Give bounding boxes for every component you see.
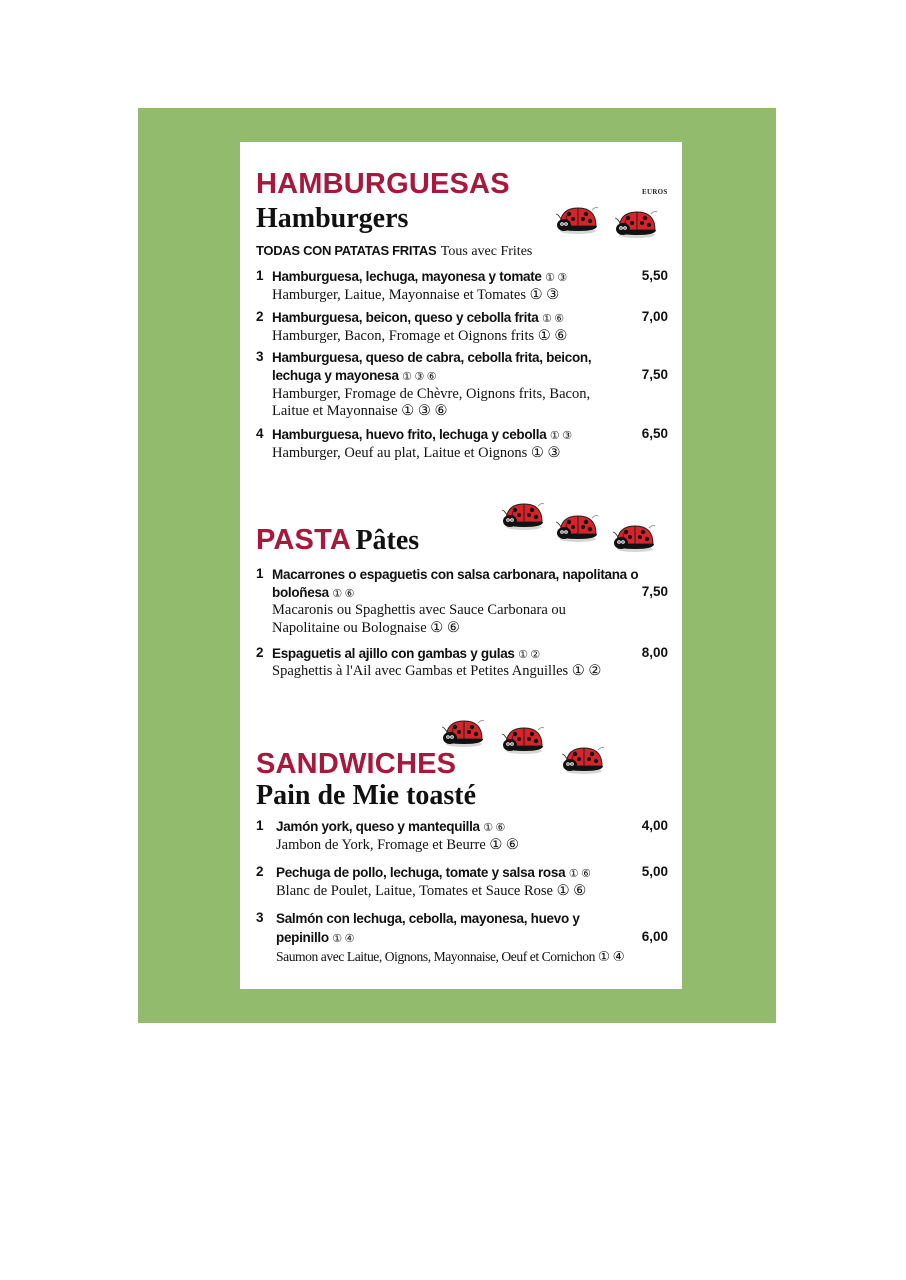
- item-name-es-cont: pepinillo ① ④: [276, 930, 355, 945]
- item-name-fr: Jambon de York, Fromage et Beurre ① ⑥: [276, 837, 520, 853]
- item-name-es: Jamón york, queso y mantequilla ① ⑥: [276, 819, 506, 834]
- subtitle-fr: Tous avec Frites: [440, 244, 533, 259]
- item-price: 5,00: [641, 864, 668, 879]
- item-name-es: Salmón con lechuga, cebolla, mayonesa, huevo y: [276, 911, 580, 926]
- item-name-fr-cont: Laitue et Mayonnaise ① ③ ⑥: [272, 403, 448, 419]
- item-number: 1: [256, 268, 264, 283]
- item-name-fr: Blanc de Poulet, Laitue, Tomates et Sauce Rose ① ⑥: [276, 883, 587, 899]
- item-name-fr: Spaghettis à l'Ail avec Gambas et Petites Anguilles ① ②: [272, 663, 602, 679]
- item-name-es: Hamburguesa, queso de cabra, cebolla frita, beicon,: [272, 350, 592, 365]
- pasta-title: [256, 526, 419, 555]
- item-name-es: Hamburguesa, huevo frito, lechuga y cebolla ① ③: [272, 427, 572, 442]
- item-name-fr: Hamburger, Bacon, Fromage et Oignons frits ① ⑥: [272, 328, 568, 344]
- item-price: 8,00: [641, 645, 668, 660]
- item-number: 1: [256, 566, 264, 581]
- item-price: 5,50: [641, 268, 668, 283]
- ladybug-icon: [502, 498, 546, 532]
- item-name-es: Pechuga de pollo, lechuga, tomate y salsa rosa ① ⑥: [276, 865, 591, 880]
- hamburgers-subtitle: [256, 242, 532, 260]
- item-number: 2: [256, 645, 264, 660]
- hamburgers-title-es: HAMBURGUESAS: [256, 168, 510, 200]
- sandwiches-title-fr: Pain de Mie toasté: [256, 780, 477, 811]
- item-price: 7,50: [641, 584, 668, 599]
- item-number: 3: [256, 349, 264, 364]
- item-price: 4,00: [641, 818, 668, 833]
- pasta-title-fr: Pâtes: [355, 525, 420, 556]
- item-name-fr: Hamburger, Laitue, Mayonnaise et Tomates ① ③: [272, 287, 560, 303]
- item-name-fr: Macaronis ou Spaghettis avec Sauce Carbonara ou: [272, 602, 566, 618]
- item-number: 2: [256, 309, 264, 324]
- item-price: 7,00: [641, 309, 668, 324]
- item-number: 2: [256, 864, 264, 879]
- item-name-fr-cont: Napolitaine ou Bolognaise ① ⑥: [272, 620, 460, 636]
- ladybug-icon: [615, 206, 659, 240]
- item-number: 1: [256, 818, 264, 833]
- ladybug-icon: [562, 742, 606, 776]
- item-name-es: Macarrones o espaguetis con salsa carbonara, napolitana o: [272, 567, 639, 582]
- menu-card: [240, 142, 682, 989]
- sandwiches-title-es: SANDWICHES: [256, 748, 457, 780]
- ladybug-icon: [502, 722, 546, 756]
- currency-label: EUROS: [642, 188, 668, 196]
- hamburgers-title-fr: Hamburgers: [256, 203, 409, 234]
- item-name-es-cont: boloñesa ① ⑥: [272, 585, 355, 600]
- item-name-fr: Hamburger, Oeuf au plat, Laitue et Oignons ① ③: [272, 445, 561, 461]
- item-name-es: Hamburguesa, lechuga, mayonesa y tomate ① ③: [272, 269, 567, 284]
- item-name-fr: Saumon avec Laitue, Oignons, Mayonnaise, Oeuf et Cornichon ① ④: [276, 949, 625, 964]
- item-number: 3: [256, 910, 264, 925]
- item-price: 6,00: [641, 929, 668, 944]
- pasta-title-es: PASTA: [256, 524, 351, 556]
- ladybug-icon: [556, 202, 600, 236]
- item-name-es: Espaguetis al ajillo con gambas y gulas ① ②: [272, 646, 540, 661]
- item-number: 4: [256, 426, 264, 441]
- item-name-fr: Hamburger, Fromage de Chèvre, Oignons frits, Bacon,: [272, 386, 591, 402]
- ladybug-icon: [613, 520, 657, 554]
- item-name-es-cont: lechuga y mayonesa ① ③ ⑥: [272, 368, 437, 383]
- item-name-es: Hamburguesa, beicon, queso y cebolla frita ① ⑥: [272, 310, 564, 325]
- item-price: 7,50: [641, 367, 668, 382]
- item-price: 6,50: [641, 426, 668, 441]
- ladybug-icon: [442, 715, 486, 749]
- subtitle-es: TODAS CON PATATAS FRITAS: [256, 243, 437, 258]
- ladybug-icon: [556, 510, 600, 544]
